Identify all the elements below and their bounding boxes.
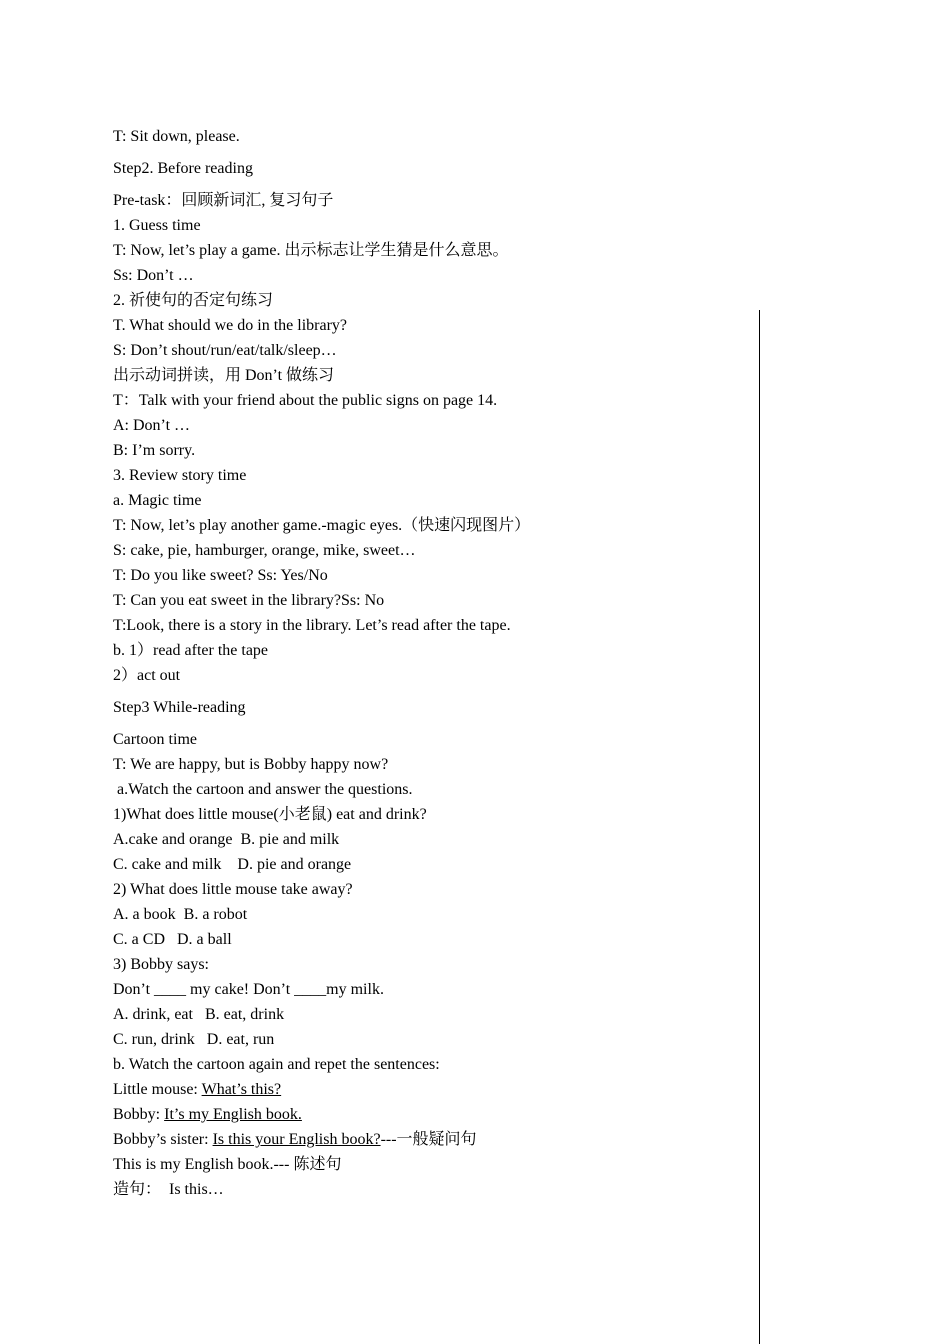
option-line: C. run, drink D. eat, run (113, 1031, 275, 1048)
speaker-label: Bobby: (113, 1106, 165, 1123)
grammar-note: ---一般疑问句 (380, 1131, 477, 1148)
text-line: T: We are happy, but is Bobby happy now? (113, 756, 389, 773)
option-line: A. drink, eat B. eat, drink (113, 1006, 285, 1023)
dialogue-line-bobby (113, 1104, 753, 1129)
document-body (113, 126, 753, 1204)
dialogue-line-sister (113, 1129, 753, 1154)
text-line: B: I’m sorry. (113, 442, 196, 459)
question-line: 3) Bobby says: (113, 956, 209, 973)
text-line: T:Look, there is a story in the library. Let’s read after the tape. (113, 617, 511, 634)
text-line: T: Now, let’s play a game. 出示标志让学生猜是什么意思。 (113, 242, 509, 259)
text-line: 3. Review story time (113, 467, 247, 484)
text-line: A: Don’t … (113, 417, 191, 434)
option-line: C. a CD D. a ball (113, 931, 232, 948)
text-line: T: Sit down, please. (113, 128, 240, 145)
text-line: T: Can you eat sweet in the library?Ss: No (113, 592, 385, 609)
section-heading: Step3 While-reading (113, 699, 246, 716)
text-line: T: Do you like sweet? Ss: Yes/No (113, 567, 328, 584)
speaker-label: Bobby’s sister: (113, 1131, 213, 1148)
underlined-sentence: What’s this? (201, 1081, 282, 1098)
text-line: Pre-task：回顾新词汇, 复习句子 (113, 192, 334, 209)
text-line: 1. Guess time (113, 217, 201, 234)
practice-line: 造句： Is this… (113, 1181, 224, 1198)
question-line: Don’t ____ my cake! Don’t ____my milk. (113, 981, 384, 998)
text-line: a.Watch the cartoon and answer the questions. (113, 781, 413, 798)
text-line: T: Now, let’s play another game.-magic eyes.（快速闪现图片） (113, 517, 531, 534)
section-heading: Step2. Before reading (113, 160, 253, 177)
text-line: a. Magic time (113, 492, 202, 509)
text-line: T：Talk with your friend about the public signs on page 14. (113, 392, 498, 409)
text-line: S: Don’t shout/run/eat/talk/sleep… (113, 342, 337, 359)
option-line: C. cake and milk D. pie and orange (113, 856, 352, 873)
statement-line: This is my English book.--- 陈述句 (113, 1156, 342, 1173)
table-border-line (759, 310, 760, 1344)
text-line: b. 1）read after the tape (113, 642, 269, 659)
speaker-label: Little mouse: (113, 1081, 202, 1098)
underlined-sentence: Is this your English book? (212, 1131, 381, 1148)
option-line: A. a book B. a robot (113, 906, 248, 923)
underlined-sentence: It’s my English book. (164, 1106, 302, 1123)
text-line: S: cake, pie, hamburger, orange, mike, sweet… (113, 542, 416, 559)
text-line: Cartoon time (113, 731, 197, 748)
option-line: A.cake and orange B. pie and milk (113, 831, 340, 848)
question-line: 2) What does little mouse take away? (113, 881, 353, 898)
text-line: b. Watch the cartoon again and repet the sentences: (113, 1056, 440, 1073)
question-line: 1)What does little mouse(小老鼠) eat and drink? (113, 806, 427, 823)
dialogue-line-mouse (113, 1079, 753, 1104)
text-line: 2）act out (113, 667, 181, 684)
text-line: T. What should we do in the library? (113, 317, 348, 334)
text-line: Ss: Don’t … (113, 267, 194, 284)
text-line: 出示动词拼读，用 Don’t 做练习 (113, 367, 335, 384)
text-line: 2. 祈使句的否定句练习 (113, 292, 274, 309)
